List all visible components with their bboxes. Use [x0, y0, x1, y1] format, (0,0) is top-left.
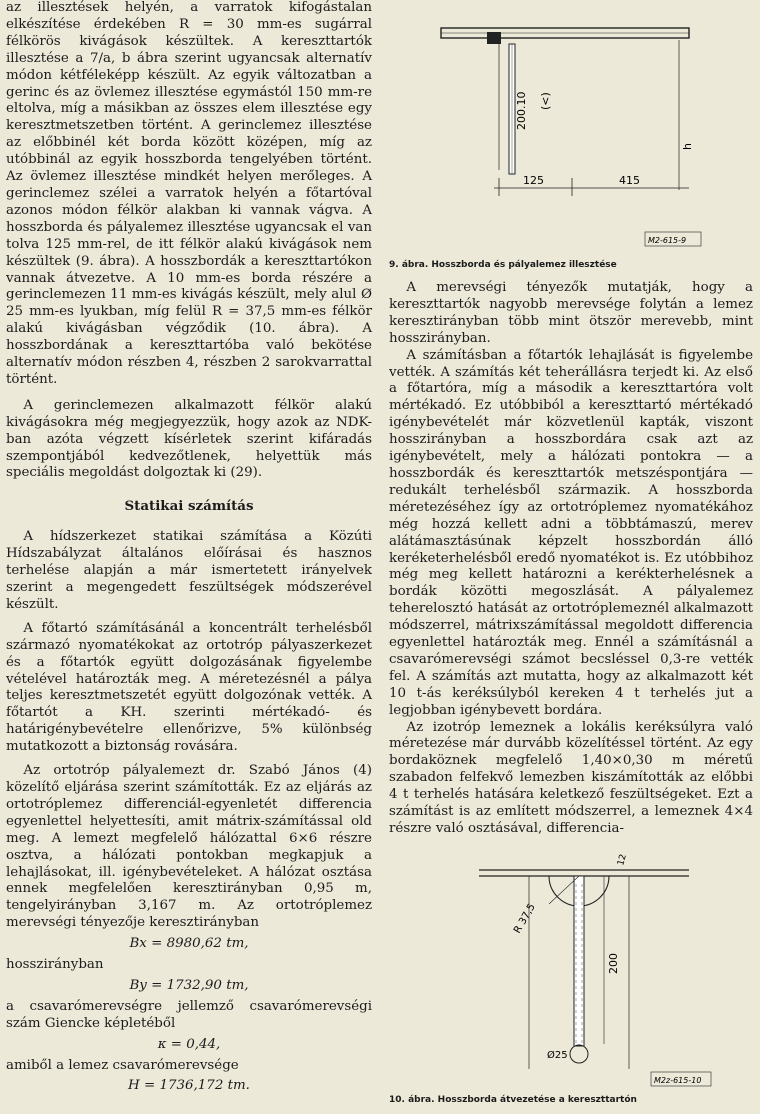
paragraph: A hídszerkezet statikai számítása a Közúti Hídszabályzat általános előírásai és hasznos terhelése alapján a már ismertetett irányelvek szerint a megengedett feszültségek módszerével készült. [6, 529, 372, 612]
formula-h: H = 1736,172 tm. [128, 1078, 250, 1094]
figure-code: M2-615-9 [648, 236, 687, 245]
formula-by: By = 1732,90 tm, [129, 977, 249, 993]
dim-12: 12 [616, 853, 629, 867]
paragraph: A gerinclemezen alkalmazott félkör alakú kivágásokra még megjegyezzük, hogy azok az NDK-ban azóta végzett kísérletek szerint kifáradás szempontjából kedvezőtlenek, helyettük más speciális megoldást dolgoztak ki (29). [6, 397, 372, 481]
text-line: hosszirányban [6, 957, 104, 973]
text-line: a csavarómerevségre jellemző csavarómerevségi szám Giencke képletéből [6, 998, 372, 1031]
formula-kappa: κ = 0,44, [157, 1036, 221, 1052]
radius-label: R 37,5 [512, 901, 538, 936]
section-heading: Statikai számítás [124, 498, 254, 515]
paragraph: Az ortotróp pályalemezt dr. Szabó János (4) közelítő eljárása szerint számították. Ez az eljárás az ortotróplemez differenciál-egyenletét differencia egyenlettel helyettesíti, amit mátrix-számítással old meg. A lemezt megfelelő hálózattal 6×6 részre osztva, a hálózati pontokban megkapjuk a lehajlásokat, ill. igénybevételeket. A hálózat osztása ennek megfelelően keresztirányban 0,95 m, tengelyirányban 3,167 m. Az ortotróplemez merevségi tényezője keresztirányban [6, 763, 372, 931]
paragraph: az illesztések helyén, a varratok kifogástalan elkészítése érdekében R = 30 mm-es sugárral félkörös kivágások készültek. A kereszttartók illesztése a 7/a, b ábra szerint ugyancsak alternatív módon kétféleképp készült. Az egyik változatban a gerinc és az övlemez illesztése egymástól 150 mm-re eltolva, míg a másikban az összes elem illesztése egy keresztmetszetben történt. A gerinclemez illesztése az előbbinél két borda között középen, míg az utóbbinál az egyik hosszborda tengelyében történt. Az övlemez illesztése mindkét helyen merőleges. A gerinclemez szélei a varratok helyén a főtartóval azonos módon félkör alakban ki vannak vágva. A hosszborda és pályalemez illesztése ugyancsak el van tolva 125 mm-rel, de itt félkör alakú kivágások nem készültek (9. ábra). A hosszbordák a kereszttartókon vannak átvezetve. A 10 mm-es borda részére a gerinclemezen 11 mm-es kivágás készült, mely alul Ø 25 mm-es lyukban, míg felül R = 37,5 mm-es félkör alakú kivágásban végződik (10. ábra). A hosszbordának a kereszttartóba való bekötése alternatív módon részben 4, részben 2 sarokvarrattal történt. [6, 0, 372, 387]
paragraph: A főtartó számításánál a koncentrált terhelésből származó nyomatékokat az ortotróp pályaszerkezet és a főtartók együtt dolgozásának figyelembe vételével határozták meg. A méretezésnél a pálya teljes keresztmetszetét együtt dolgozónak vették. A főtartót a KH. szerinti mértékadó- és határigénybevételre ellenőrizve, 5% különbség mutatkozott a biztonság rovására. [6, 620, 372, 755]
dim-200-10: 200.10 [515, 91, 528, 130]
left-column [6, 0, 372, 1099]
figure-9-caption: 9. ábra. Hosszborda és pályalemez illesztése [389, 260, 617, 270]
formula-bx: Bx = 8980,62 tm, [129, 936, 249, 952]
figure-9 [389, 0, 753, 280]
figure-code: M2z-615-10 [654, 1075, 702, 1085]
profile-symbol: (<) [539, 92, 552, 110]
dim-415: 415 [619, 174, 640, 187]
figure-9-drawing [389, 0, 753, 262]
paragraph: Az izotróp lemeznek a lokális keréksúlyra való méretezése már durvább közelítéssel történt. Az egy bordaköznek megfelelő 1,40×0,30 m méretű szabadon felfekvő lemezben kiszámították az előbbi 4 t terhelés hatására keletkező feszültségeket. Ezt a számítást is az említett módszerrel, a lemeznek 4×4 részre való osztásával, differencia- [389, 719, 753, 836]
right-column [389, 0, 753, 1114]
figure-10 [389, 844, 753, 1114]
paragraph: A számításban a főtartók lehajlását is figyelembe vették. A számítás két teherállásra terjedt ki. Az első a főtartóra, míg a második a kereszttartóra volt mértékadó. Ez utóbbiból a kereszttartó mértékadó igénybevételét már közvetlenül kapták, viszont hosszirányban a hosszbordára csak azt az igénybevételt, mely a hálózati pontokra — a hosszbordák és kereszttartók metszéspontjára — redukált terhelésből származik. A hosszborda méretezéséhez így az ortotróplemez nyomatékához még hozzá kellett adni a többtámaszú, merev alátámasztásúnak képzelt hosszbordán álló keréketerhelésből eredő nyomatékot is. Ez utóbbihoz még meg kellett határozni a kerékterhelésnek a bordák közötti megoszlását. A pályalemez teherelosztó hatását az ortotróplemeznél alkalmazott módszerrel, mátrixszámítással megoldott differencia egyenlettel határozták meg. Ennél a számításnál a csavarómerevségi számot becsléssel 0,3-re vették fel. A számítás azt mutatta, hogy az alkalmazott két 10 t-ás keréksúlyból kereken 4 t terhelés jut a legjobban igénybevett bordára. [389, 347, 753, 718]
hole-label: Ø25 [547, 1049, 568, 1061]
text-line: amiből a lemez csavarómerevsége [6, 1057, 239, 1073]
dim-125: 125 [523, 174, 544, 187]
paragraph: A merevségi tényezők mutatják, hogy a kereszttartók nagyobb merevsége folytán a lemez keresztirányban több mint ötször merevebb, mint hosszirányban. [389, 280, 753, 346]
figure-10-caption: 10. ábra. Hosszborda átvezetése a kereszttartón [389, 1094, 637, 1105]
figure-10-drawing [389, 844, 753, 1094]
dim-200: 200 [607, 952, 620, 974]
dim-h: h [681, 143, 694, 150]
